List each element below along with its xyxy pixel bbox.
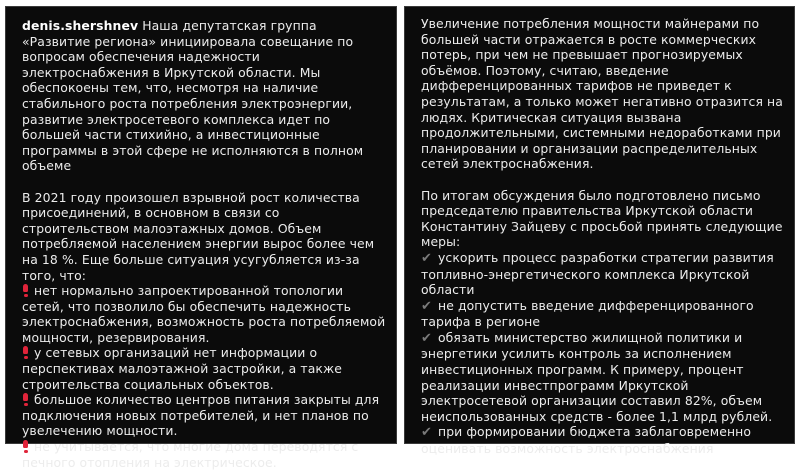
intro-paragraph [22,18,386,174]
red-exclamation-icon [23,346,28,358]
bullet-item: большое количество центров питания закрыты для подключения новых потребителей, и нет планов по увелечению мощности. [22,392,380,439]
red-exclamation-icon [23,284,28,296]
check-mark-icon: ✔ [421,425,432,441]
right-post-panel [404,6,795,457]
red-exclamation-icon [23,393,28,405]
username-link[interactable]: denis.shershnev [22,18,139,33]
measure-item: ✔ не допустить введение дифференцированного тарифа в регионе [421,297,754,330]
measure-item: ✔ при формировании бюджета заблаговременно оценивать возможность электроснабжения [421,424,752,457]
check-mark-icon: ✔ [421,250,432,266]
left-post-caption [22,18,386,470]
check-mark-icon: ✔ [421,298,432,314]
bullet-item: не учитывается, что многие дома переводятся с печного отопления на электрическое. [22,439,359,470]
letter-paragraph: По итогам обсуждения было подготовлено письмо председателю правительства Иркутской области Константину Зайцеву с просьбой принять следующие меры: [421,187,783,250]
measure-item: ✔ обязать министерство жилищной политики и энергетики усилить контроль за исполнением инвестиционных программ. К примеру, процент реализации инвестпрограмм Иркутской электросетевой организации составил 82%, объем неиспользованных средств - более 1,1 млрд рублей. [421,329,773,424]
intro-text: Наша депутатская группа «Развитие региона» инициировала совещание по вопросам обеспечения надежности электроснабжения в Иркутской области. Мы обеспокоены тем, что, несмотря на наличие стабильного роста потребления электроэнергии, развитие электросетевого комплекса идет по большей части стихийно, а инвестиционные программы в этой сфере не исполняются в полном объеме [22,18,364,174]
check-mark-icon: ✔ [421,330,432,346]
left-post-panel [5,6,397,470]
right-post-caption [421,16,784,457]
bullet-item: у сетевых организаций нет информации о перспективах малоэтажной застройки, а также строительства социальных объектов. [22,345,342,392]
measure-item: ✔ ускорить процесс разработки стратегии развития топливно-энергетического комплекса Иркутской области [421,249,774,298]
bullet-item: нет нормально запроектированной топологии сетей, что позволило бы обеспечить надежность электроснабжения, возможность роста потребляемой мощности, резервирования. [22,283,386,345]
red-exclamation-icon [23,440,28,452]
analysis-paragraph: Увеличение потребления мощности майнерами по большей части отражается в росте коммерческих потерь, при чем не превышает прогнозируемых объёмов. Поэтому, считаю, введение дифференцированных тарифов не приведет к результатам, а только может негативно отразится на людях. Критическая ситуация вызвана продолжительными, системными недоработками при планировании и организации распределительных сетей электроснабжения. [421,16,783,172]
growth-paragraph: В 2021 году произошел взрывной рост количества присоединений, в основном в связи со строительством малоэтажных домов. Объем потребляемой населением энергии вырос более чем на 18 %. Еще больше ситуация усугубляется из-за того, что: [22,189,375,283]
